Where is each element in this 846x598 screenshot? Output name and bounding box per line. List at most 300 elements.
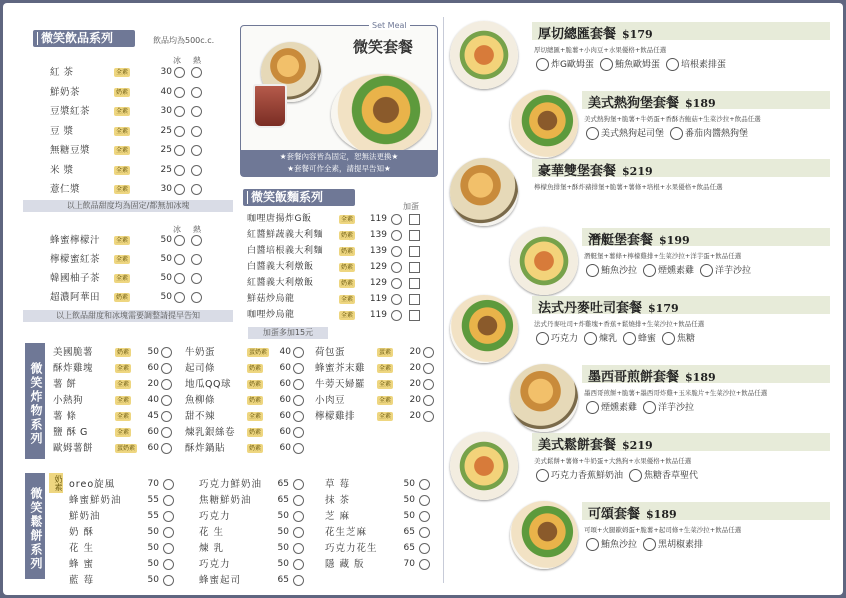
fried-price: 60 xyxy=(147,427,159,437)
order-checkbox[interactable] xyxy=(391,230,402,241)
waffle-name: 巧克力 xyxy=(199,559,231,570)
hot-checkbox[interactable] xyxy=(191,235,202,246)
waffle-name: 花生芝麻 xyxy=(325,527,368,538)
order-checkbox[interactable] xyxy=(391,278,402,289)
set-options xyxy=(586,400,700,414)
ice-checkbox[interactable] xyxy=(174,273,185,284)
set-options xyxy=(586,126,754,140)
diet-tag: 奶素 xyxy=(341,280,354,287)
order-checkbox[interactable] xyxy=(163,559,174,570)
ice-checkbox[interactable] xyxy=(174,87,185,98)
option-checkbox[interactable]: 煙燻素雞 xyxy=(643,263,694,277)
fried-row xyxy=(185,345,313,360)
rice-footer: 加蛋多加15元 xyxy=(248,327,328,339)
drink-row xyxy=(50,163,240,178)
add-egg-checkbox[interactable] xyxy=(409,310,420,321)
rice-price: 119 xyxy=(369,310,387,320)
fried-name: 酥炸鍋貼 xyxy=(185,443,226,454)
set-name xyxy=(588,366,716,385)
waffle-price: 55 xyxy=(147,495,159,505)
option-checkbox[interactable]: 洋芋沙拉 xyxy=(643,400,694,414)
waffle-name: 鮮奶油 xyxy=(69,511,101,522)
set-price: $219 xyxy=(622,165,653,178)
fried-row xyxy=(53,345,181,360)
order-checkbox[interactable] xyxy=(423,363,434,374)
set-options xyxy=(536,468,704,482)
rice-header: 微笑飯麵系列 xyxy=(243,189,355,206)
set-name xyxy=(538,434,653,453)
diet-tag: 全素 xyxy=(379,381,392,388)
order-checkbox[interactable] xyxy=(293,511,304,522)
option-checkbox[interactable]: 煉乳 xyxy=(584,331,617,345)
rice-row xyxy=(247,244,433,259)
waffle-name: 花 生 xyxy=(69,543,95,554)
drink-name: 檸檬蜜紅茶 xyxy=(50,254,101,265)
option-checkbox[interactable]: 鮪魚歐姆蛋 xyxy=(600,57,660,71)
waffle-price: 65 xyxy=(277,479,289,489)
diet-tag: 奶素 xyxy=(249,397,262,404)
fried-name: 酥炸雞塊 xyxy=(53,363,94,374)
set-price: $179 xyxy=(622,28,653,41)
waffle-row xyxy=(69,541,191,556)
hot-checkbox[interactable] xyxy=(191,165,202,176)
hot-checkbox[interactable] xyxy=(191,106,202,117)
diet-tag: 全素 xyxy=(341,296,354,303)
waffle-row xyxy=(199,493,321,508)
order-checkbox[interactable] xyxy=(293,395,304,406)
fried-price: 20 xyxy=(409,395,421,405)
diet-tag: 全素 xyxy=(116,237,129,244)
drink-price: 25 xyxy=(160,145,172,155)
waffle-name: 蜂 蜜 xyxy=(69,559,95,570)
order-checkbox[interactable] xyxy=(419,527,430,538)
setmeal-note xyxy=(241,150,437,176)
add-egg-checkbox[interactable] xyxy=(409,278,420,289)
set-title: 厚切總匯套餐 xyxy=(538,27,617,42)
diet-tag: 奶素 xyxy=(116,294,129,301)
set-meal-photo xyxy=(510,227,578,295)
order-checkbox[interactable] xyxy=(419,495,430,506)
option-checkbox[interactable]: 鮪魚沙拉 xyxy=(586,263,637,277)
waffle-row xyxy=(325,477,447,492)
drink-price: 25 xyxy=(160,164,172,175)
fried-row xyxy=(185,377,313,392)
set-options xyxy=(536,57,732,71)
fried-name: 荷包蛋 xyxy=(315,347,346,358)
add-egg-checkbox[interactable] xyxy=(409,246,420,257)
order-checkbox[interactable] xyxy=(423,395,434,406)
ice-checkbox[interactable] xyxy=(174,106,185,117)
order-checkbox[interactable] xyxy=(419,559,430,570)
hot-checkbox[interactable] xyxy=(191,67,202,78)
fried-name: 煉乳銀絲卷 xyxy=(185,427,236,438)
waffle-row xyxy=(199,541,321,556)
rice-name: 紅醬義大利燉飯 xyxy=(247,278,314,288)
waffle-name: 花 生 xyxy=(199,527,225,538)
diet-tag: 全素 xyxy=(116,147,129,154)
juices-footer: 以上飲品甜度和冰塊需要調整請提早告知 xyxy=(23,310,233,322)
waffle-row xyxy=(325,509,447,524)
waffle-price: 70 xyxy=(147,479,159,489)
order-checkbox[interactable] xyxy=(163,575,174,586)
order-checkbox[interactable] xyxy=(161,443,172,454)
waffle-price: 55 xyxy=(147,511,159,521)
fried-row xyxy=(315,393,443,408)
food-photo xyxy=(331,74,431,154)
set-title: 豪華雙堡套餐 xyxy=(538,164,617,179)
fried-name: 小熱狗 xyxy=(53,395,84,406)
waffle-row xyxy=(69,573,191,588)
set-options xyxy=(586,537,709,551)
diet-tag: 全素 xyxy=(379,365,392,372)
order-checkbox[interactable] xyxy=(293,443,304,454)
drink-row xyxy=(50,290,240,305)
order-checkbox[interactable] xyxy=(391,262,402,273)
drink-price: 30 xyxy=(160,67,172,77)
option-checkbox[interactable]: 炸G歐姆蛋 xyxy=(536,57,594,71)
fried-name: 鹽 酥 G xyxy=(53,427,88,438)
fried-price: 60 xyxy=(147,443,159,453)
fried-name: 歐姆薯餅 xyxy=(53,443,94,454)
fried-name: 檸檬雞排 xyxy=(315,411,356,422)
set-name xyxy=(588,92,716,111)
fried-row xyxy=(53,361,181,376)
order-checkbox[interactable] xyxy=(293,427,304,438)
order-checkbox[interactable] xyxy=(419,543,430,554)
waffle-price: 50 xyxy=(277,511,289,521)
rice-price: 129 xyxy=(369,278,387,288)
option-checkbox[interactable]: 焦糖 xyxy=(662,331,695,345)
fried-price: 60 xyxy=(279,411,291,421)
option-checkbox[interactable]: 美式熱狗起司堡 xyxy=(586,126,664,140)
set-meal-card xyxy=(448,158,838,220)
option-checkbox[interactable]: 蜂蜜 xyxy=(623,331,656,345)
order-checkbox[interactable] xyxy=(391,294,402,305)
drink-name: 超濃阿華田 xyxy=(50,292,101,303)
waffle-price: 70 xyxy=(403,559,415,569)
order-checkbox[interactable] xyxy=(391,214,402,225)
order-checkbox[interactable] xyxy=(163,479,174,490)
waffle-row xyxy=(199,557,321,572)
rice-price: 139 xyxy=(369,230,387,240)
order-checkbox[interactable] xyxy=(423,379,434,390)
waffle-price: 50 xyxy=(147,559,159,569)
fried-price: 60 xyxy=(279,443,291,453)
waffle-name: 芝 麻 xyxy=(325,511,351,522)
set-price: $199 xyxy=(659,233,690,247)
order-checkbox[interactable] xyxy=(293,479,304,490)
set-name xyxy=(538,160,653,179)
order-checkbox[interactable] xyxy=(161,427,172,438)
waffle-row xyxy=(325,541,447,556)
diet-tag: 蛋奶素 xyxy=(117,445,136,452)
waffle-tag: 奶素 xyxy=(49,473,63,493)
order-checkbox[interactable] xyxy=(293,575,304,586)
drink-row xyxy=(50,104,240,119)
waffle-name: 奶 酥 xyxy=(69,527,95,538)
waffle-name: 煉 乳 xyxy=(199,543,225,554)
order-checkbox[interactable] xyxy=(423,411,434,422)
order-checkbox[interactable] xyxy=(161,363,172,374)
set-meal-photo xyxy=(510,90,578,158)
fried-row xyxy=(53,441,181,456)
waffle-name: 隱 藏 版 xyxy=(325,559,365,570)
order-checkbox[interactable] xyxy=(293,379,304,390)
drink-price: 25 xyxy=(160,125,172,136)
fried-price: 40 xyxy=(147,395,159,405)
set-desc: 可頌+火腿歐姆蛋+脆薯+起司條+生菜沙拉+飲品任選 xyxy=(584,525,742,534)
diet-tag: 奶素 xyxy=(116,88,129,96)
waffle-price: 50 xyxy=(403,495,415,505)
rice-price: 119 xyxy=(369,214,387,224)
set-meal-card xyxy=(448,90,838,152)
set-title: 潛艇堡套餐 xyxy=(588,232,654,248)
option-checkbox[interactable]: 煙燻素雞 xyxy=(586,400,637,414)
waffle-price: 50 xyxy=(403,511,415,521)
set-desc: 美式鬆餅+薯條+牛奶蛋+大熱狗+水果優格+飲品任選 xyxy=(534,457,692,465)
fried-name: 薯 餅 xyxy=(53,379,77,390)
waffle-name: 藍 莓 xyxy=(69,575,95,586)
ice-checkbox[interactable] xyxy=(174,292,185,303)
order-checkbox[interactable] xyxy=(293,347,304,358)
add-egg-checkbox[interactable] xyxy=(409,262,420,273)
order-checkbox[interactable] xyxy=(391,246,402,257)
add-egg-checkbox[interactable] xyxy=(409,214,420,225)
option-checkbox[interactable]: 巧克力 xyxy=(536,331,578,345)
fried-name: 蜂蜜芥末雞 xyxy=(315,363,366,374)
order-checkbox[interactable] xyxy=(161,379,172,390)
diet-tag: 奶素 xyxy=(249,365,262,372)
waffle-name: 抹 茶 xyxy=(325,495,351,506)
hot-checkbox[interactable] xyxy=(191,254,202,265)
waffle-price: 65 xyxy=(277,495,289,505)
diet-tag: 奶素 xyxy=(249,381,262,388)
set-meal-card xyxy=(448,501,838,563)
waffle-row xyxy=(199,509,321,524)
diet-tag: 全素 xyxy=(341,216,354,223)
set-desc: 美式熱狗堡+脆薯+牛奶蛋+香酥杏鮑菇+生菜沙拉+飲品任選 xyxy=(584,114,761,123)
fried-price: 60 xyxy=(279,363,291,373)
fried-row xyxy=(53,377,181,392)
waffle-price: 50 xyxy=(403,479,415,489)
waffle-price: 50 xyxy=(277,543,289,553)
set-meal-card xyxy=(448,227,838,289)
fried-name: 地瓜QQ球 xyxy=(185,379,231,390)
order-checkbox[interactable] xyxy=(293,411,304,422)
diet-tag: 全素 xyxy=(117,397,130,404)
waffle-row xyxy=(199,525,321,540)
option-checkbox[interactable]: 巧克力香蕉鮮奶油 xyxy=(536,468,623,482)
set-title: 美式鬆餅套餐 xyxy=(538,438,617,453)
drinks-note: 飲品均為500c.c. xyxy=(153,36,215,45)
order-checkbox[interactable] xyxy=(293,559,304,570)
fried-price: 20 xyxy=(409,411,421,421)
rice-price: 129 xyxy=(369,262,387,272)
waffle-price: 65 xyxy=(403,543,415,553)
fried-name: 魚柳條 xyxy=(185,395,216,406)
rice-row xyxy=(247,212,433,227)
waffle-row xyxy=(199,573,321,588)
ice-checkbox[interactable] xyxy=(174,67,185,78)
add-egg-checkbox[interactable] xyxy=(409,230,420,241)
waffle-price: 65 xyxy=(277,575,289,585)
rice-row xyxy=(247,308,433,323)
waffle-name: 巧克力 xyxy=(199,511,231,522)
diet-tag: 全素 xyxy=(117,365,130,372)
menu-sheet xyxy=(3,3,843,595)
column-divider xyxy=(443,17,444,583)
fried-name: 牛蒡天婦羅 xyxy=(315,379,366,390)
drink-row xyxy=(50,271,240,286)
diet-tag: 奶素 xyxy=(341,248,354,255)
rice-name: 白醬義大利燉飯 xyxy=(247,262,314,272)
hot-checkbox[interactable] xyxy=(191,145,202,156)
setmeal-title: 微笑套餐 xyxy=(353,38,414,56)
rice-name: 咖哩炒烏龍 xyxy=(247,310,295,320)
hot-checkbox[interactable] xyxy=(191,126,202,137)
hot-checkbox[interactable] xyxy=(191,292,202,303)
option-checkbox[interactable]: 番茄肉醬熱狗堡 xyxy=(670,126,748,140)
order-checkbox[interactable] xyxy=(293,363,304,374)
fried-price: 60 xyxy=(279,395,291,405)
set-meal-card xyxy=(448,364,838,426)
set-title: 墨西哥煎餅套餐 xyxy=(588,369,680,385)
waffle-price: 50 xyxy=(147,527,159,537)
diet-tag: 蛋奶素 xyxy=(249,349,268,356)
ice-checkbox[interactable] xyxy=(174,145,185,156)
waffle-price: 65 xyxy=(403,527,415,537)
order-checkbox[interactable] xyxy=(161,395,172,406)
set-meal-photo xyxy=(510,364,578,432)
drinks-header: 微笑飲品系列 xyxy=(33,30,135,47)
fried-price: 45 xyxy=(147,411,159,421)
hot-col-label: 熱 xyxy=(193,56,201,65)
ice-checkbox[interactable] xyxy=(174,235,185,246)
fried-header: 微笑炸物系列 xyxy=(25,343,45,459)
setmeal-promo xyxy=(240,21,438,177)
waffle-row xyxy=(325,493,447,508)
diet-tag: 全素 xyxy=(116,108,129,115)
option-checkbox[interactable]: 培根素排蛋 xyxy=(666,57,726,71)
fried-name: 牛奶蛋 xyxy=(185,347,216,358)
diet-tag: 奶素 xyxy=(249,429,262,436)
add-egg-checkbox[interactable] xyxy=(409,294,420,305)
order-checkbox[interactable] xyxy=(423,347,434,358)
order-checkbox[interactable] xyxy=(293,543,304,554)
set-name xyxy=(538,297,679,316)
diet-tag: 全素 xyxy=(117,429,130,436)
diet-tag: 全素 xyxy=(116,186,129,193)
order-checkbox[interactable] xyxy=(163,511,174,522)
order-checkbox[interactable] xyxy=(161,347,172,358)
option-checkbox[interactable]: 洋芋沙拉 xyxy=(700,263,751,277)
set-price: $189 xyxy=(646,507,677,521)
set-meal-card xyxy=(448,432,838,494)
fried-price: 40 xyxy=(279,347,291,357)
option-checkbox[interactable]: 焦糖香草聖代 xyxy=(629,468,698,482)
diet-tag: 奶素 xyxy=(117,349,130,356)
set-meal-photo xyxy=(450,158,518,226)
add-egg-col: 加蛋 xyxy=(403,202,419,211)
drink-row xyxy=(50,65,240,80)
ice-col-label: 冰 xyxy=(173,56,181,65)
set-desc: 法式丹麥吐司+炸雞塊+香蕉+鬆燒排+生菜沙拉+飲品任選 xyxy=(534,320,705,328)
rice-name: 紅醬鮮蔬義大利麵 xyxy=(247,230,324,240)
order-checkbox[interactable] xyxy=(293,495,304,506)
drink-row xyxy=(50,143,240,158)
fried-row xyxy=(53,409,181,424)
drink-name: 薏仁漿 xyxy=(50,184,81,195)
rice-name: 鮮菇炒烏龍 xyxy=(247,294,295,304)
set-options xyxy=(586,263,757,277)
drink-name: 韓國柚子茶 xyxy=(50,273,101,284)
waffle-row xyxy=(69,557,191,572)
setmeal-label: Set Meal xyxy=(369,21,410,30)
ice-checkbox[interactable] xyxy=(174,184,185,195)
drink-row xyxy=(50,233,240,248)
order-checkbox[interactable] xyxy=(391,310,402,321)
fried-row xyxy=(185,361,313,376)
order-checkbox[interactable] xyxy=(161,411,172,422)
ice-checkbox[interactable] xyxy=(174,126,185,137)
order-checkbox[interactable] xyxy=(293,527,304,538)
hot-checkbox[interactable] xyxy=(191,87,202,98)
diet-tag: 全素 xyxy=(379,397,392,404)
fried-row xyxy=(315,361,443,376)
option-checkbox[interactable]: 黑胡椒素排 xyxy=(643,537,703,551)
fried-price: 50 xyxy=(147,347,159,357)
diet-tag: 全素 xyxy=(116,127,129,135)
diet-tag: 奶素 xyxy=(249,445,262,452)
set-name xyxy=(538,23,653,42)
option-checkbox[interactable]: 鮪魚沙拉 xyxy=(586,537,637,551)
drink-row xyxy=(50,182,240,197)
order-checkbox[interactable] xyxy=(419,479,430,490)
order-checkbox[interactable] xyxy=(163,527,174,538)
fried-row xyxy=(53,393,181,408)
diet-tag: 奶素 xyxy=(341,264,354,271)
rice-row xyxy=(247,228,433,243)
diet-tag: 全素 xyxy=(116,166,129,174)
juice-ice-col: 冰 xyxy=(173,225,181,234)
set-meal-card xyxy=(448,295,838,357)
set-price: $219 xyxy=(622,439,653,452)
order-checkbox[interactable] xyxy=(163,543,174,554)
diet-tag: 全素 xyxy=(116,69,129,76)
fried-price: 20 xyxy=(409,379,421,389)
hot-checkbox[interactable] xyxy=(191,184,202,195)
fried-row xyxy=(315,377,443,392)
waffle-price: 50 xyxy=(277,527,289,537)
set-options xyxy=(536,331,701,345)
diet-tag: 全素 xyxy=(249,413,262,420)
order-checkbox[interactable] xyxy=(163,495,174,506)
set-title: 可頌套餐 xyxy=(588,506,641,522)
drink-price: 50 xyxy=(160,235,172,245)
rice-name: 白醬培根義大利麵 xyxy=(247,246,324,256)
drink-name: 紅 茶 xyxy=(50,67,74,78)
set-desc: 檸檬魚排堡+酥炸豬排堡+脆薯+薯條+培根+水果優格+飲品任選 xyxy=(534,183,723,191)
order-checkbox[interactable] xyxy=(419,511,430,522)
ice-checkbox[interactable] xyxy=(174,165,185,176)
diet-tag: 全素 xyxy=(117,381,130,388)
ice-checkbox[interactable] xyxy=(174,254,185,265)
hot-checkbox[interactable] xyxy=(191,273,202,284)
drink-name: 蜂蜜檸檬汁 xyxy=(50,235,101,246)
waffle-row xyxy=(69,525,191,540)
diet-tag: 全素 xyxy=(341,312,354,319)
set-price: $179 xyxy=(648,302,679,315)
